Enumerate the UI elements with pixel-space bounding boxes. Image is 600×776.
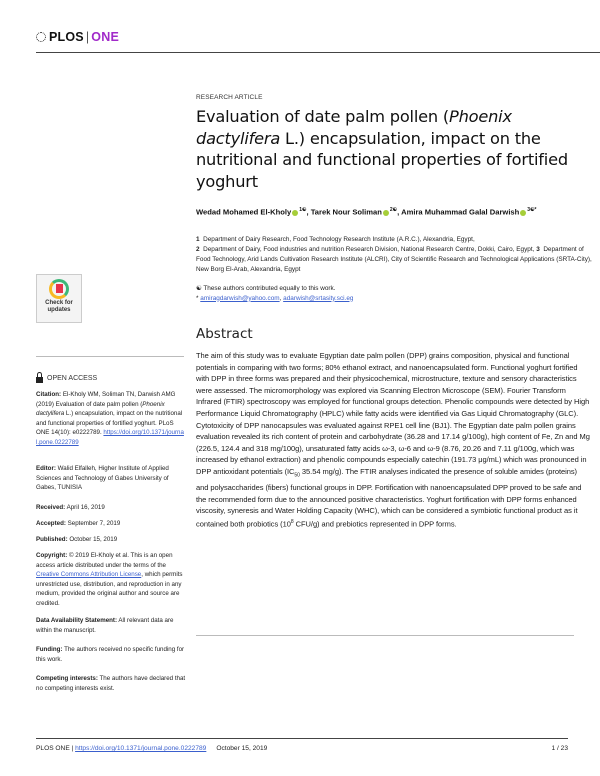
copyright-block (36, 551, 186, 609)
footer-rule (36, 738, 568, 739)
citation-text-1: El-Kholy WM, Soliman TN, Darwish AMG (2019) Evaluation of date palm pollen ( (36, 391, 176, 408)
affil-text: Department of Dairy Research, Food Technology Research Institute (A.R.C.), Alexandria, Egypt, (203, 236, 475, 243)
received-label: Received: (36, 504, 66, 511)
affil-num: 1 (196, 236, 200, 243)
check-for-updates-button[interactable] (36, 274, 82, 323)
accepted-label: Accepted: (36, 520, 66, 527)
orcid-icon[interactable] (520, 210, 526, 216)
header-rule (36, 52, 600, 53)
funding-block (36, 645, 186, 664)
page-number: 1 / 23 (551, 745, 568, 752)
cc-license-link[interactable]: Creative Commons Attribution License (36, 571, 142, 579)
plos-sun-icon (36, 32, 46, 42)
orcid-icon[interactable] (292, 210, 298, 216)
received-date: April 16, 2019 (65, 504, 105, 511)
author-name: Wedad Mohamed El-Kholy (196, 207, 292, 217)
affiliation-1 (196, 235, 596, 245)
footer-date: October 15, 2019 (216, 745, 268, 752)
logo-separator: | (85, 30, 90, 44)
copyright-label: Copyright: (36, 552, 68, 559)
check-updates-line2: updates (47, 306, 71, 313)
title-species: Phoenix dactylifera (196, 107, 512, 148)
affiliations (196, 235, 596, 275)
title-text-1: Evaluation of date palm pollen ( (196, 107, 450, 126)
affil-text: Department of Dairy, Food industries and nutrition Research Division, National Research Centre, Dokki, Cairo, Egypt, (203, 246, 535, 253)
received-block (36, 503, 186, 513)
corresponding-marker: * (196, 294, 199, 302)
published-label: Published: (36, 536, 68, 543)
corresponding-emails (196, 294, 596, 304)
citation-doi-link[interactable]: https://doi.org/10.1371/journal.pone.0222789 (36, 429, 184, 446)
copyright-text-2: , which permits unrestricted use, distribution, and reproduction in any medium, provided the original author and source are credited. (36, 571, 183, 607)
author-sup: 1☯ (299, 207, 307, 213)
abstract-subscript: 50 (294, 472, 300, 479)
editor-block (36, 464, 186, 493)
citation-species: Phoenix dactylifera (36, 400, 165, 418)
author-sup: 2☯ (389, 207, 398, 213)
abstract-body (196, 350, 591, 530)
accepted-block (36, 519, 186, 529)
email-separator: , (279, 294, 284, 302)
open-access-label: OPEN ACCESS (47, 375, 98, 382)
article-type: RESEARCH ARTICLE (196, 94, 263, 101)
author-name: Amira Muhammad Galal Darwish (401, 207, 520, 217)
footer-doi-link[interactable]: https://doi.org/10.1371/journal.pone.0222789 (75, 745, 207, 752)
unlocked-padlock-icon (36, 377, 43, 383)
data-availability-block (36, 616, 186, 635)
competing-interests-label: Competing interests: (36, 675, 98, 682)
check-updates-label (37, 300, 81, 313)
funding-text: The authors received no specific funding for this work. (36, 646, 185, 663)
published-date: October 15, 2019 (67, 536, 118, 543)
orcid-icon[interactable] (383, 210, 389, 216)
crossmark-icon (49, 279, 69, 299)
plos-one-logo[interactable] (36, 30, 119, 44)
footer-journal: PLOS ONE | (36, 745, 76, 752)
data-availability-label: Data Availability Statement: (36, 617, 118, 624)
article-title (196, 106, 596, 192)
editor-text: Walid Elfalleh, Higher Institute of Applied Sciences and Technology of Gabes University of Gabes, TUNISIA (36, 465, 169, 492)
abstract-heading: Abstract (196, 326, 253, 342)
author-list: Wedad Mohamed El-Kholy $^{1☯}$, Tarek Nour Soliman $^{2☯}$, Amira Muhammad Galal Darwish $^{3☯*}$ (196, 207, 537, 217)
citation-block (36, 390, 186, 448)
logo-plos-text: PLOS (49, 30, 84, 44)
author-sup: 3☯* (527, 207, 537, 213)
editor-label: Editor: (36, 465, 56, 472)
competing-interests-text: The authors have declared that no competing interests exist. (36, 675, 186, 692)
abstract-text-1: The aim of this study was to evaluate Egyptian date palm pollen (DPP) grains composition, physical and functional potentials in comparing with two forms; 80% ethanol extract, and nanoencapsulated form. Functional yoghurt fortified with DPP in three forms was prepared and their physicochemical, microstructure, texture and sensory characteristics were assessed. The micromorphology was explored via Scanning Electron Microscope (SEM). Fourier Transform Infrared (FTIR) spectroscopy was employed for functional groups detection. Phenolic compounds were detected by High Performance Liquid Chromatography (HPLC) while fatty acids were identified via Gas Liquid Chromatography (GLC). Cytotoxicity of DPP nanocapsules was evaluated against RPE1 cell line (BJ1). The Egyptian date palm pollen grains evaluation revealed its rich content of protein and carbohydrate (36.28 and 17.14 g/100g), high content of Fe, Zn and Mg (226.5, 124.4 and 318 mg/100g), unsaturated fatty acids ω-3, ω-6 and ω-9 (8.76, 20.26 and 7.11 g/100g, which was increased by ethanol extraction) and phenolic compounds especially catechin (191.73 μg/mL) which was pronounced in DPP antioxidant potentials (IC (196, 351, 590, 476)
citation-label: Citation: (36, 391, 62, 398)
crossmark-flag-icon (56, 284, 63, 293)
abstract-rule (196, 635, 574, 636)
abstract-text-2: 35.54 mg/g). The FTIR analyses indicated the presence of soluble amides (proteins) and polysaccharides (fibers) functional groups in DPP. Fortification with nanoencapsulated DPP proved to be safe and the recommended form due to the announced positive characteristics. Yoghurt fortification with DPP forms enhanced viscosity, syneresis and Water Holding Capacity (WHC), which can be considered a symbiotic functional product as it contained both probiotics (10 (196, 466, 582, 529)
data-availability-text: All relevant data are within the manuscript. (36, 617, 174, 634)
affil-text: Department of Food Technology, Arid Lands Cultivation Research Institute (ALCRI), City of Scientific Research and Technological Applications (SRTA-City), New Borg El-Arab, Alexandria, Egypt (196, 246, 592, 273)
email-link-2[interactable]: adarwish@srtasity.sci.eg (283, 294, 354, 302)
competing-interests-block (36, 674, 186, 693)
citation-text-2: L.) encapsulation, impact on the nutritional and functional properties of fortified yoghurt. PLoS ONE 14(10): e0222789. (36, 410, 183, 437)
affil-num: 2 (196, 246, 200, 253)
abstract-text-3: CFU/g) and prebiotics represented in DPP forms. (293, 519, 457, 529)
email-link-1[interactable]: amiragdarwish@yahoo.com (200, 294, 280, 302)
accepted-date: September 7, 2019 (65, 520, 121, 527)
check-updates-line1: Check for (45, 300, 73, 306)
affiliation-2-3 (196, 245, 596, 275)
funding-label: Funding: (36, 646, 63, 653)
abstract-superscript: 8 (290, 518, 294, 525)
logo-one-text: ONE (91, 30, 119, 44)
equal-contribution-note: ☯ These authors contributed equally to this work. (196, 285, 336, 292)
title-text-2: L.) encapsulation, impact on the nutritional and functional properties of fortified yoghurt (196, 128, 568, 191)
published-block (36, 535, 186, 545)
author-name: Tarek Nour Soliman (310, 207, 382, 217)
affil-num: 3 (536, 246, 540, 253)
author-notes (196, 284, 596, 303)
sidebar-rule (36, 356, 184, 357)
copyright-text-1: © 2019 El-Kholy et al. This is an open access article distributed under the terms of the (36, 552, 173, 569)
open-access-badge (36, 375, 97, 382)
page-footer (36, 745, 568, 752)
